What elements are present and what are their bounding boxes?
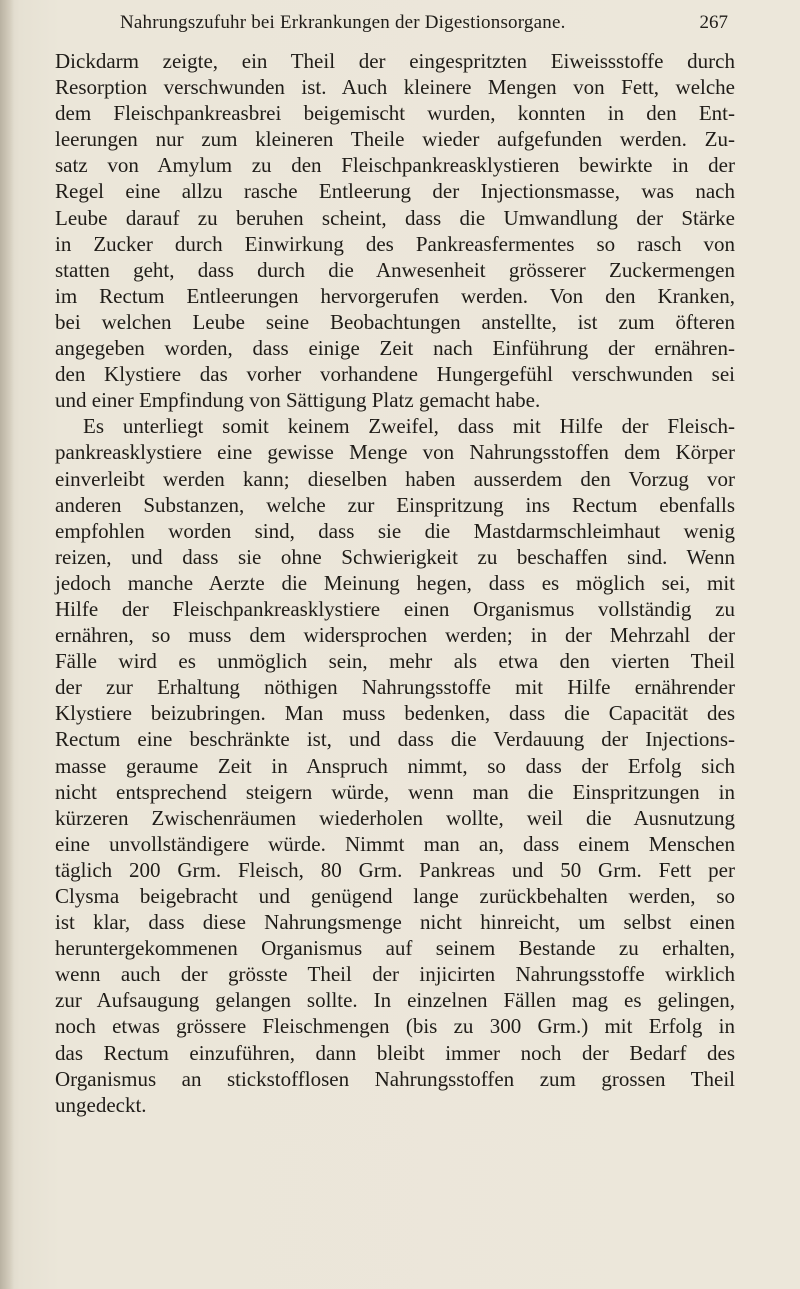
page-binding-edge	[0, 0, 14, 1289]
text-line: masse geraume Zeit in Anspruch nimmt, so dass der Erfolg sich	[55, 753, 735, 778]
text-line: empfohlen worden sind, dass sie die Mastdarmschleimhaut wenig	[55, 518, 735, 543]
text-line: Fälle wird es unmöglich sein, mehr als etwa den vierten Theil	[55, 649, 735, 674]
text-line: angegeben worden, dass einige Zeit nach Einführung der ernähren-	[55, 336, 735, 361]
text-line: leerungen nur zum kleineren Theile wieder aufgefunden werden. Zu-	[55, 127, 735, 152]
text-line: jedoch manche Aerzte die Meinung hegen, dass es möglich sei, mit	[55, 570, 735, 595]
page-header	[0, 12, 800, 42]
text-line: den Klystiere das vorher vorhandene Hungergefühl verschwunden sei	[55, 362, 735, 387]
text-line: Hilfe der Fleischpankreasklystiere einen Organismus vollständig zu	[55, 596, 735, 621]
page-number: 267	[699, 12, 728, 33]
text-line: Organismus an stickstofflosen Nahrungsstoffen zum grossen Theil	[55, 1066, 735, 1091]
text-line: das Rectum einzuführen, dann bleibt immer noch der Bedarf des	[55, 1040, 735, 1065]
text-line: ungedeckt.	[55, 1092, 147, 1117]
text-line: eine unvollständigere würde. Nimmt man an, dass einem Menschen	[55, 831, 735, 856]
text-line: statten geht, dass durch die Anwesenheit grösserer Zuckermengen	[55, 257, 735, 282]
text-line: Es unterliegt somit keinem Zweifel, dass mit Hilfe der Fleisch-	[83, 414, 735, 439]
text-line: reizen, und dass sie ohne Schwierigkeit zu beschaffen sind. Wenn	[55, 544, 735, 569]
text-line: kürzeren Zwischenräumen wiederholen wollte, weil die Ausnutzung	[55, 805, 735, 830]
text-line: täglich 200 Grm. Fleisch, 80 Grm. Pankreas und 50 Grm. Fett per	[55, 857, 735, 882]
text-line: wenn auch der grösste Theil der injicirten Nahrungsstoffe wirklich	[55, 962, 735, 987]
text-line: anderen Substanzen, welche zur Einspritzung ins Rectum ebenfalls	[55, 492, 735, 517]
text-line: und einer Empfindung von Sättigung Platz gemacht habe.	[55, 388, 541, 413]
body-text	[55, 48, 735, 1118]
text-line: einverleibt werden kann; dieselben haben ausserdem den Vorzug vor	[55, 466, 735, 491]
text-line: bei welchen Leube seine Beobachtungen anstellte, ist zum öfteren	[55, 309, 735, 334]
text-line: satz von Amylum zu den Fleischpankreasklystieren bewirkte in der	[55, 153, 735, 178]
text-line: Resorption verschwunden ist. Auch kleinere Mengen von Fett, welche	[55, 75, 735, 100]
text-line: Rectum eine beschränkte ist, und dass die Verdauung der Injections-	[55, 727, 735, 752]
text-line: Clysma beigebracht und genügend lange zurückbehalten werden, so	[55, 884, 735, 908]
text-line: in Zucker durch Einwirkung des Pankreasfermentes so rasch von	[55, 231, 735, 256]
text-line: nicht entsprechend steigern würde, wenn man die Einspritzungen in	[55, 779, 735, 804]
text-line: Leube darauf zu beruhen scheint, dass die Umwandlung der Stärke	[55, 205, 735, 230]
text-line: heruntergekommenen Organismus auf seinem Bestande zu erhalten,	[55, 936, 735, 961]
text-line: zur Aufsaugung gelangen sollte. In einzelnen Fällen mag es gelingen,	[55, 988, 735, 1013]
text-line: dem Fleischpankreasbrei beigemischt wurden, konnten in den Ent-	[55, 101, 735, 126]
text-line: ist klar, dass diese Nahrungsmenge nicht hinreicht, um selbst einen	[55, 910, 735, 935]
text-line: im Rectum Entleerungen hervorgerufen werden. Von den Kranken,	[55, 283, 735, 308]
text-line: pankreasklystiere eine gewisse Menge von Nahrungsstoffen dem Körper	[55, 440, 735, 465]
text-line: der zur Erhaltung nöthigen Nahrungsstoffe mit Hilfe ernährender	[55, 675, 735, 700]
text-line: Dickdarm zeigte, ein Theil der eingespritzten Eiweissstoffe durch	[55, 49, 735, 73]
text-line: ernähren, so muss dem widersprochen werden; in der Mehrzahl der	[55, 623, 735, 648]
text-line: Regel eine allzu rasche Entleerung der Injectionsmasse, was nach	[55, 179, 735, 204]
running-head: Nahrungszufuhr bei Erkrankungen der Digestionsorgane.	[120, 12, 566, 33]
text-line: Klystiere beizubringen. Man muss bedenken, dass die Capacität des	[55, 701, 735, 726]
text-line: noch etwas grössere Fleischmengen (bis zu 300 Grm.) mit Erfolg in	[55, 1014, 735, 1039]
